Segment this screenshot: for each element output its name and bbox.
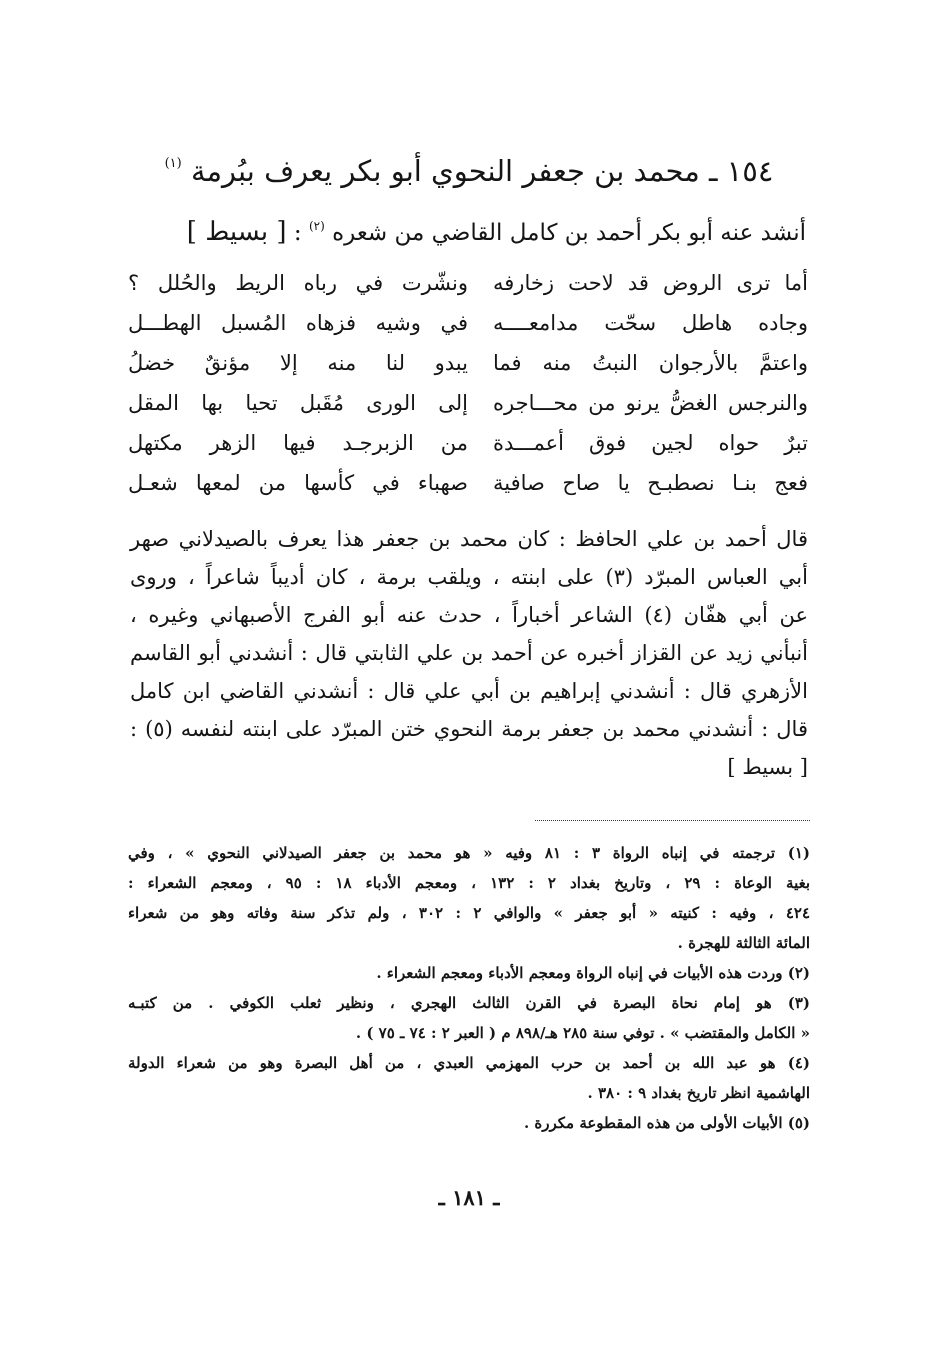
footnote-line: الهاشمية انظر تاريخ بغداد ٩ : ٣٨٠ .: [587, 1084, 810, 1102]
verse-line: [128, 463, 808, 503]
poem: [128, 263, 808, 503]
prose-meter-label: [ بسيط ]: [727, 755, 808, 779]
intro-footnote-ref: (٢): [308, 219, 325, 233]
verse-second-hemistich: في وشيه فزهاه المُسبل الهطـــل: [128, 311, 468, 335]
footnote-line: (٣) هو إمام نحاة البصرة في القرن الثالث الهجري ، ونظير ثعلب الكوفي . من كتبـه: [128, 994, 810, 1012]
verse-first-hemistich: أما ترى الروض قد لاحت زخارفه: [493, 271, 808, 295]
footnote-line: « الكامل والمقتضب » . توفي سنة ٢٨٥ هـ/٨٩٨ م ( العبر ٢ : ٧٤ ـ ٧٥ ) .: [355, 1024, 810, 1042]
prose-line: قال : أنشدني محمد بن جعفر برمة النحوي ختن المبرّد على ابنته لنفسه (٥) :: [130, 717, 808, 741]
verse-second-hemistich: صهباء في كأسها من لمعها شعـل: [128, 471, 468, 495]
footnote-line: المائة الثالثة للهجرة .: [677, 934, 810, 952]
verse-second-hemistich: يبدو لنا منه إلا مؤنقٌ خضلُ: [128, 351, 468, 375]
footnote-line: (١) ترجمته في إنباه الرواة ٣ : ٨١ وفيه « هو محمد بن جعفر الصيدلاني النحوي » ، وفي: [128, 844, 810, 862]
title-footnote-ref: (١): [164, 156, 182, 171]
prose-line: الأزهري قال : أنشدني إبراهيم بن أبي علي قال : أنشدني القاضي ابن كامل: [130, 679, 808, 703]
intro-colon: :: [293, 220, 302, 246]
entry-heading: [120, 142, 818, 193]
verse-first-hemistich: واعتمَّ بالأرجوان النبتُ منه فما: [493, 351, 808, 375]
verse-first-hemistich: تبرٌ حواه لجين فوق أعمـــدة: [493, 431, 808, 455]
footnote-separator: [535, 820, 810, 821]
prose-paragraph: [130, 520, 808, 786]
footnote-line: ٤٢٤ ، وفيه : كنيته « أبو جعفر » والوافي ٢ : ٣٠٢ ، ولم تذكر سنة وفاته وهو من شعراء: [128, 904, 810, 922]
footnote-line: (٥) الأبيات الأولى من هذه المقطوعة مكررة .: [523, 1114, 810, 1132]
verse-line: [128, 263, 808, 303]
prose-line: أنبأني زيد عن القزاز أخبره عن أحمد بن علي الثابتي قال : أنشدني أبو القاسم: [130, 641, 808, 665]
poem-introduction: [120, 206, 806, 253]
prose-line: قال أحمد بن علي الحافظ : كان محمد بن جعفر هذا يعرف بالصيدلاني صهر: [130, 527, 808, 551]
footnote-line: بغية الوعاة : ٢٩ ، وتاريخ بغداد ٢ : ١٣٢ ، ومعجم الأدباء ١٨ : ٩٥ ، ومعجم الشعراء :: [128, 874, 811, 892]
prose-line: عن أبي هفّان (٤) الشاعر أخباراً ، حدث عنه أبو الفرج الأصبهاني وغيره ،: [130, 603, 808, 627]
verse-second-hemistich: من الزبرجـد فيها الزهر مكتهل: [128, 431, 468, 455]
intro-text: أنشد عنه أبو بكر أحمد بن كامل القاضي من شعره: [332, 220, 806, 246]
verse-first-hemistich: وجاده هاطل سحّت مدامعــــه: [493, 311, 808, 335]
verse-line: [128, 423, 808, 463]
prose-line: أبي العباس المبرّد (٣) على ابنته ، ويلقب برمة ، كان أديباً شاعراً ، وروى: [130, 565, 808, 589]
verse-line: [128, 383, 808, 423]
verse-second-hemistich: إلى الورى مُقَبل تحيا بها المقل: [128, 391, 468, 415]
verse-second-hemistich: ونشّرت في رباه الريط والحُلل ؟: [128, 271, 468, 295]
verse-first-hemistich: فعج بنـا نصطبـح يا صاح صافية: [493, 471, 808, 495]
meter-label: [ بسيط ]: [186, 217, 287, 247]
verse-line: [128, 303, 808, 343]
footnotes: [128, 838, 810, 1138]
verse-line: [128, 343, 808, 383]
footnote-line: (٤) هو عبد الله بن أحمد بن حرب المهزمي العبدي ، من أهل البصرة وهو من شعراء الدولة: [128, 1054, 810, 1072]
verse-first-hemistich: والنرجس الغضُّ يرنو من محـــاجره: [493, 391, 808, 415]
footnote-line: (٢) وردت هذه الأبيات في إنباه الرواة ومعجم الأدباء ومعجم الشعراء .: [376, 964, 810, 982]
entry-title: ١٥٤ ـ محمد بن جعفر النحوي أبو بكر يعرف ببُرمة: [190, 154, 774, 188]
page-number: ـ ١٨١ ـ: [438, 1185, 500, 1210]
